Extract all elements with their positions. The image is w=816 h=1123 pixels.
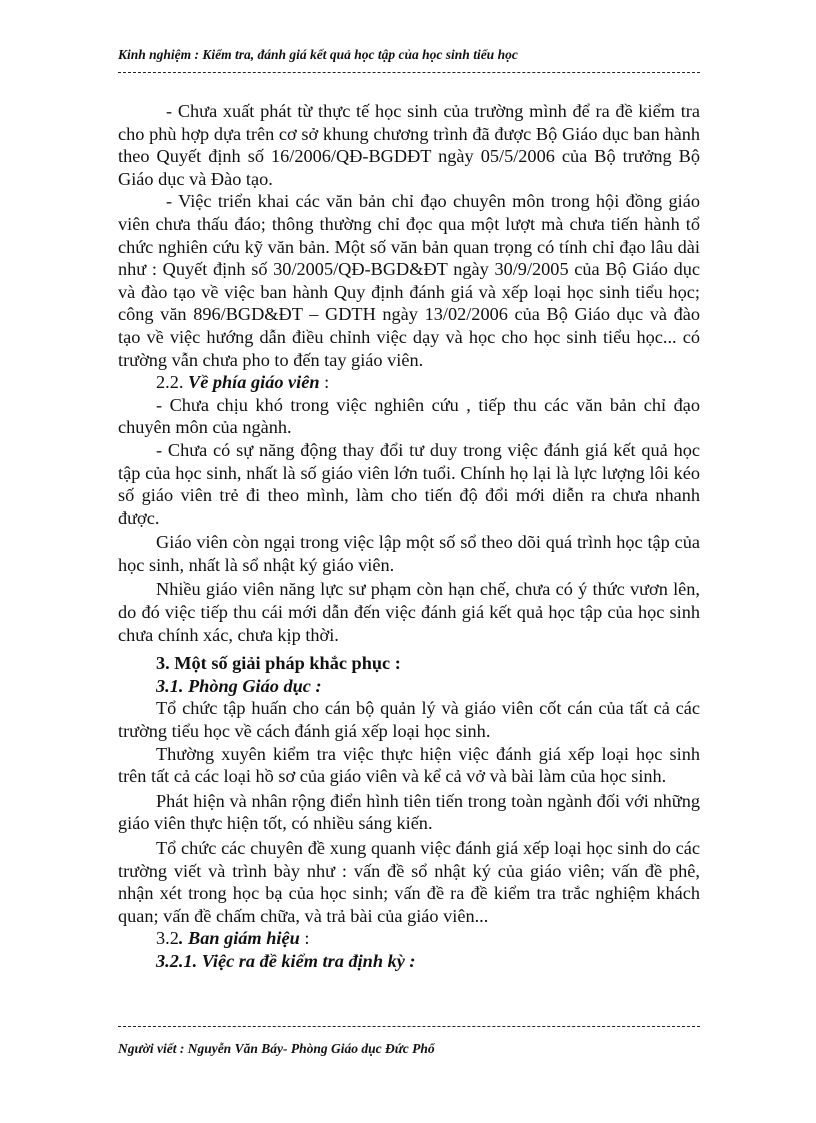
section-suffix: :: [319, 372, 330, 393]
paragraph: - Chưa xuất phát từ thực tế học sinh của trường mình để ra đề kiểm tra cho phù hợp dựa trên cơ sở khung chương trình đã được Bộ Giáo dục ban hành theo Quyết định số 16/2006/QĐ-BGDĐT ngày 05/5/2006 của Bộ trưởng Bộ Giáo dục và Đào tạo.: [118, 101, 700, 189]
section-title: . Ban giám hiệu: [178, 928, 300, 949]
paragraph: Phát hiện và nhân rộng điển hình tiên tiến trong toàn ngành đối với những giáo viên thực hiện tốt, có nhiều sáng kiến.: [118, 790, 700, 834]
paragraph: Nhiều giáo viên năng lực sư phạm còn hạn chế, chưa có ý thức vươn lên, do đó việc tiếp thu cái mới dẫn đến việc đánh giá kết quả học tập của học sinh chưa chính xác, chưa kịp thời.: [118, 579, 700, 645]
section-heading-3-2: [118, 927, 700, 950]
paragraph: Thường xuyên kiểm tra việc thực hiện việc đánh giá xếp loại học sinh trên tất cả các loại hồ sơ của giáo viên và kể cả vở và bài làm của học sinh.: [118, 743, 700, 787]
paragraph: - Việc triển khai các văn bản chỉ đạo chuyên môn trong hội đồng giáo viên chưa thấu đáo; thông thường chỉ đọc qua một lượt mà chưa tiến hành tổ chức nghiên cứu kỹ văn bản. Một số văn bản quan trọng có tính chỉ đạo lâu dài như : Quyết định số 30/2005/QĐ-BGD&ĐT ngày 30/9/2005 của Bộ Giáo dục và đào tạo về việc ban hành Quy định đánh giá và xếp loại học sinh tiểu học; công văn 896/BGD&ĐT – GDTH ngày 13/02/2006 của Bộ Giáo dục và đào tạo về việc hướng dẫn điều chỉnh việc dạy và học cho học sinh tiểu học... có trường vẫn chưa pho to đến tay giáo viên.: [118, 191, 700, 370]
section-heading-3-1: 3.1. Phòng Giáo dục :: [156, 675, 322, 696]
section-number: 2.2.: [156, 372, 188, 393]
paragraph: - Chưa có sự năng động thay đổi tư duy trong việc đánh giá kết quả học tập của học sinh, nhất là số giáo viên lớn tuổi. Chính họ lại là lực lượng lôi kéo số giáo viên trẻ đi theo mình, làm cho tiến độ đổi mới diễn ra chưa nhanh được.: [118, 439, 700, 528]
section-title: Về phía giáo viên: [188, 372, 320, 393]
paragraph: - Chưa chịu khó trong việc nghiên cứu , tiếp thu các văn bản chỉ đạo chuyên môn của ngành.: [118, 394, 700, 438]
page-header: Kinh nghiệm : Kiểm tra, đánh giá kết quả học tập của học sinh tiểu học: [118, 47, 518, 62]
section-heading-2-2: [118, 371, 700, 394]
paragraph: Tổ chức các chuyên đề xung quanh việc đánh giá xếp loại học sinh do các trường viết và trình bày như : vấn đề sổ nhật ký của giáo viên; vấn đề phê, nhận xét trong học bạ của học sinh; vấn đề ra đề kiểm tra trắc nghiệm khách quan; vấn đề chấm chữa, và trả bài của giáo viên...: [118, 838, 700, 926]
page-footer: Người viết : Nguyễn Văn Báy- Phòng Giáo dục Đức Phổ: [118, 1041, 435, 1056]
section-suffix: :: [299, 928, 310, 949]
footer-divider: [118, 1026, 700, 1027]
section-number: 3.2: [156, 928, 179, 949]
header-divider: [118, 72, 700, 73]
paragraph: Giáo viên còn ngại trong việc lập một số sổ theo dõi quá trình học tập của học sinh, nhất là sổ nhật ký giáo viên.: [118, 532, 700, 575]
document-body: [118, 100, 700, 973]
section-heading-3-2-1: 3.2.1. Việc ra đề kiểm tra định kỳ :: [156, 950, 416, 971]
paragraph: Tổ chức tập huấn cho cán bộ quản lý và giáo viên cốt cán của tất cả các trường tiểu học về cách đánh giá xếp loại học sinh.: [118, 698, 700, 742]
section-heading-3: 3. Một số giải pháp khắc phục :: [156, 653, 401, 674]
